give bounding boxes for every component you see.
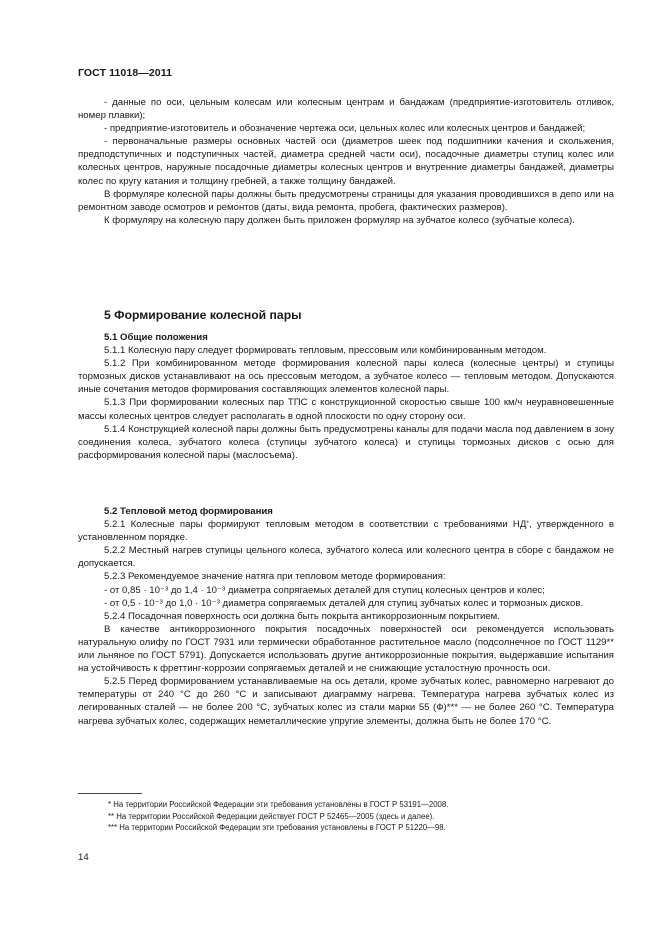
list-item: - от 0,85 · 10⁻³ до 1,4 · 10⁻³ диаметра сопрягаемых деталей для ступиц колесных центров и колес; — [104, 584, 545, 596]
footnotes — [78, 799, 614, 834]
subsection-5-2 — [78, 505, 614, 728]
subsection-title: 5.2 Тепловой метод формирования — [104, 506, 273, 517]
paragraph: 5.1.4 Конструкцией колесной пары должны быть предусмотрены каналы для подачи масла под давлением в зону соединения колеса, зубчатого колеса (ступицы зубчатого колеса) и ступицы тормозных дисков с осью для расформирования колесной пары (маслосъема). — [78, 423, 614, 461]
paragraph: 5.2.2 Местный нагрев ступицы цельного колеса, зубчатого колеса или колесного центра в сборе с бандажом не допускается. — [78, 545, 614, 570]
paragraph-text: 5.2.1 Колесные пары формируют тепловым методом в соответствии с требованиями НД — [104, 519, 527, 531]
paragraph — [78, 518, 614, 544]
page-number: 14 — [78, 852, 89, 863]
document-header: ГОСТ 11018—2011 — [78, 67, 173, 79]
paragraph: В качестве антикоррозионного покрытия посадочных поверхностей оси рекомендуется использовать натуральную олифу по ГОСТ 7931 или термически обработанное растительное масло (подсолнечное по ГОСТ 1129** или льняное по ГОСТ 5791). Допускается использовать другие антикоррозионные покрытия, выдержавшие испытания на устойчивость к фреттинг-коррозии сопрягаемых деталей и не снижающие усталостную прочность оси. — [78, 623, 614, 675]
footnote-divider — [78, 793, 142, 794]
subsection-5-1 — [78, 331, 614, 462]
paragraph: 5.2.5 Перед формированием устанавливаемые на ось детали, кроме зубчатых колес, равномерно нагревают до температуры от 240 °С до 260 °С и записывают диаграмму нагрева. Температура нагрева зубчатых колес из легированных сталей — не более 200 °С, зубчатых колес из стали марки 55 (Ф)*** — не более 260 °С. Температура нагрева зубчатых колес, содержащих неметаллические упругие элементы, должна быть не более 170 °С. — [78, 676, 614, 727]
footnote: * На территории Российской Федерации эти требования установлены в ГОСТ Р 53191—2008. — [108, 800, 449, 809]
footnote: *** На территории Российской Федерации эти требования установлены в ГОСТ Р 51220—98. — [108, 823, 446, 832]
paragraph: 5.2.3 Рекомендуемое значение натяга при тепловом методе формирования: — [104, 571, 446, 583]
footnote-mark: * — [526, 520, 529, 528]
paragraph: 5.2.4 Посадочная поверхность оси должна быть покрыта антикоррозионным покрытием. — [104, 610, 500, 622]
paragraph: В формуляре колесной пары должны быть предусмотрены страницы для указания проводившихся в депо или на ремонтном заводе осмотров и ремонтов (даты, вида ремонта, пробега, фактических размеров). — [78, 188, 614, 213]
subsection-title: 5.1 Общие положения — [104, 332, 208, 343]
paragraph: 5.1.2 При комбинированном методе формирования колесной пары колеса (колесные центры) и ступицы тормозных дисков устанавливают на ось прессовым методом, а зубчатое колесо — тепловым методом. Допускаются иные сочетания методов формирования составляющих элементов колесной пары. — [78, 358, 614, 396]
paragraph: 5.1.3 При формировании колесных пар ТПС с конструкционной скоростью свыше 100 км/ч неуравновешенные массы колесных центров следует располагать в одной плоскости по одну сторону оси. — [78, 397, 614, 422]
section-title: 5 Формирование колесной пары — [104, 308, 302, 322]
formular-list — [78, 96, 614, 227]
paragraph: 5.1.1 Колесную пару следует формировать тепловым, прессовым или комбинированным методом. — [104, 345, 547, 357]
list-item: - предприятие-изготовитель и обозначение чертежа оси, цельных колес или колесных центров и бандажей; — [104, 123, 586, 135]
paragraph-text: , утвержденного в установленном порядке. — [78, 519, 614, 544]
paragraph: К формуляру на колесную пару должен быть приложен формуляр на зубчатое колесо (зубчатые колеса). — [104, 214, 575, 226]
list-item: - от 0,5 · 10⁻³ до 1,0 · 10⁻³ диаметра сопрягаемых деталей для ступиц зубчатых колес и тормозных дисков. — [104, 597, 584, 609]
list-item: - данные по оси, цельным колесам или колесным центрам и бандажам (предприятие-изготовитель отливок, номер плавки); — [78, 97, 614, 122]
footnote: ** На территории Российской Федерации действует ГОСТ Р 52465—2005 (здесь и далее). — [108, 811, 435, 821]
list-item: - первоначальные размеры основных частей оси (диаметров шеек под подшипники качения и скольжения, предподступичных и подступичных частей, диаметра средней части оси), посадочные диаметры ступиц колес или колесных центров, наружные посадочные диаметры колесных центров и внутренние диаметры бандажей, диаметры колес по кругу катания и толщину гребней, а также толщину бандажей. — [78, 136, 614, 187]
